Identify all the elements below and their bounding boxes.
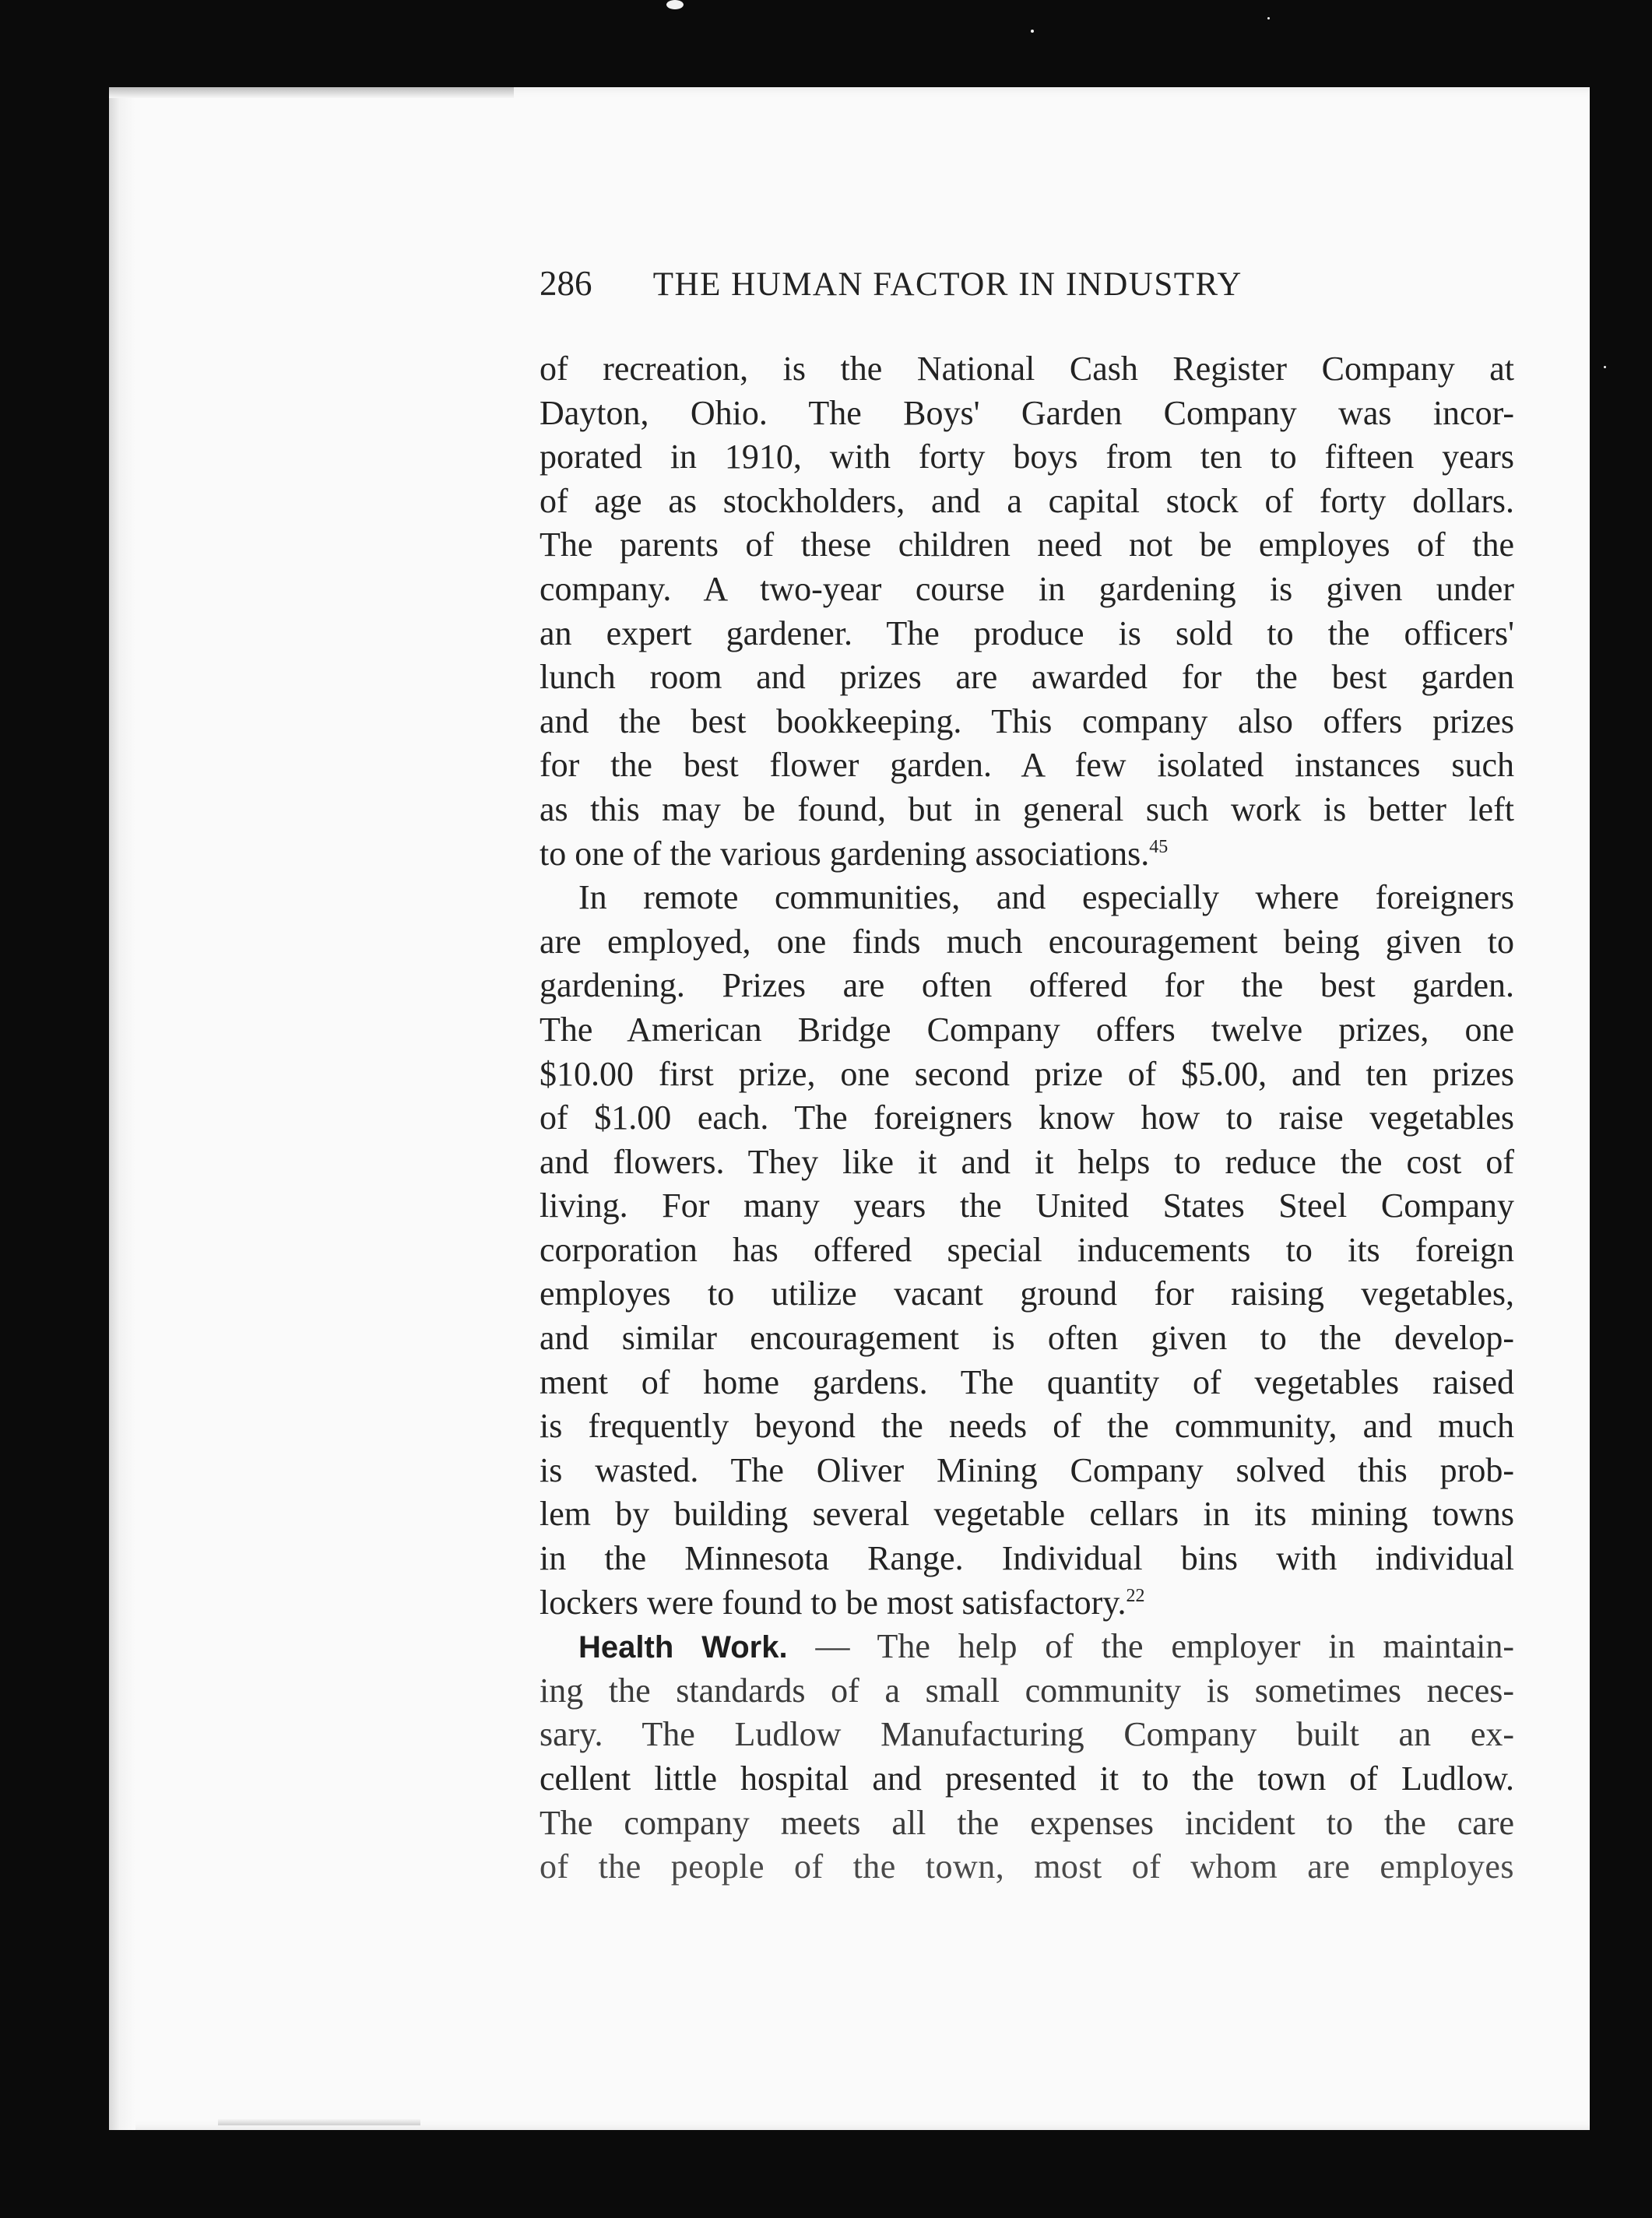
text-line: cellent little hospital and presented it to the town of Ludlow. (540, 1759, 1514, 1798)
text-line (540, 1625, 1514, 1669)
book-title: THE HUMAN FACTOR IN INDUSTRY (652, 266, 1243, 303)
text-line: is frequently beyond the needs of the community, and much (540, 1407, 1514, 1446)
text-line: porated in 1910, with forty boys from ten to fifteen years (540, 438, 1514, 476)
text-line: of age as stockholders, and a capital stock of forty dollars. (540, 481, 1514, 520)
text-line: lem by building several vegetable cellars in its mining towns (540, 1495, 1514, 1534)
text-line (540, 1581, 1514, 1626)
text-line: The company meets all the expenses incident to the care (540, 1803, 1514, 1842)
text-line: ing the standards of a small community is sometimes neces- (540, 1671, 1514, 1710)
scan-speck (1267, 17, 1270, 19)
text-line: and the best bookkeeping. This company also offers prizes (540, 701, 1514, 740)
page-number: 286 (540, 264, 592, 303)
text-line: company. A two-year course in gardening is given under (540, 569, 1514, 608)
text-line: The American Bridge Company offers twelve prizes, one (540, 1010, 1514, 1049)
text-line: gardening. Prizes are often offered for the best garden. (540, 966, 1514, 1005)
text-line: in the Minnesota Range. Individual bins with individual (540, 1539, 1514, 1578)
text-fragment: lockers were found to be most satisfactory. (540, 1583, 1127, 1622)
text-line: employes to utilize vacant ground for raising vegetables, (540, 1274, 1514, 1313)
text-line: of recreation, is the National Cash Register Company at (540, 350, 1514, 388)
text-line: $10.00 first prize, one second prize of $5.00, and ten prizes (540, 1054, 1514, 1093)
footnote-ref: 22 (1126, 1585, 1145, 1606)
text-line (540, 832, 1514, 877)
text-line: are employed, one finds much encouragement being given to (540, 922, 1514, 961)
text-line: living. For many years the United States Steel Company (540, 1186, 1514, 1225)
footnote-ref: 45 (1149, 836, 1169, 857)
text-line: and flowers. They like it and it helps to reduce the cost of (540, 1142, 1514, 1181)
text-line: lunch room and prizes are awarded for the best garden (540, 658, 1514, 697)
text-line: and similar encouragement is often given to the develop- (540, 1319, 1514, 1358)
text-line: In remote communities, and especially where foreigners (578, 878, 1514, 917)
text-fragment: to one of the various gardening associations. (540, 834, 1150, 873)
text-line: sary. The Ludlow Manufacturing Company built an ex- (540, 1715, 1514, 1754)
text-line: The parents of these children need not be employes of the (540, 526, 1514, 564)
body-text (540, 347, 1514, 1889)
scan-speck (1031, 30, 1034, 33)
section-heading: Health Work. (578, 1630, 788, 1665)
text-line: Dayton, Ohio. The Boys' Garden Company was incor- (540, 393, 1514, 432)
running-head (540, 262, 1513, 305)
page-edge-bottom (218, 2119, 420, 2125)
text-line: an expert gardener. The produce is sold to the officers' (540, 613, 1514, 652)
page-edge-left (109, 87, 135, 2130)
text-line: of $1.00 each. The foreigners know how to raise vegetables (540, 1098, 1514, 1137)
text-line: is wasted. The Oliver Mining Company solved this prob- (540, 1450, 1514, 1489)
text-line: corporation has offered special inducements to its foreign (540, 1230, 1514, 1269)
page-edge-top (109, 87, 514, 98)
text-line: for the best flower garden. A few isolated instances such (540, 746, 1514, 785)
text-fragment: — The help of the employer in maintain- (815, 1627, 1515, 1666)
text-line: of the people of the town, most of whom are employes (540, 1847, 1514, 1886)
text-line: as this may be found, but in general such work is better left (540, 789, 1514, 828)
scan-speck (666, 0, 684, 9)
scan-speck (1604, 366, 1606, 368)
text-line: ment of home gardens. The quantity of vegetables raised (540, 1362, 1514, 1401)
